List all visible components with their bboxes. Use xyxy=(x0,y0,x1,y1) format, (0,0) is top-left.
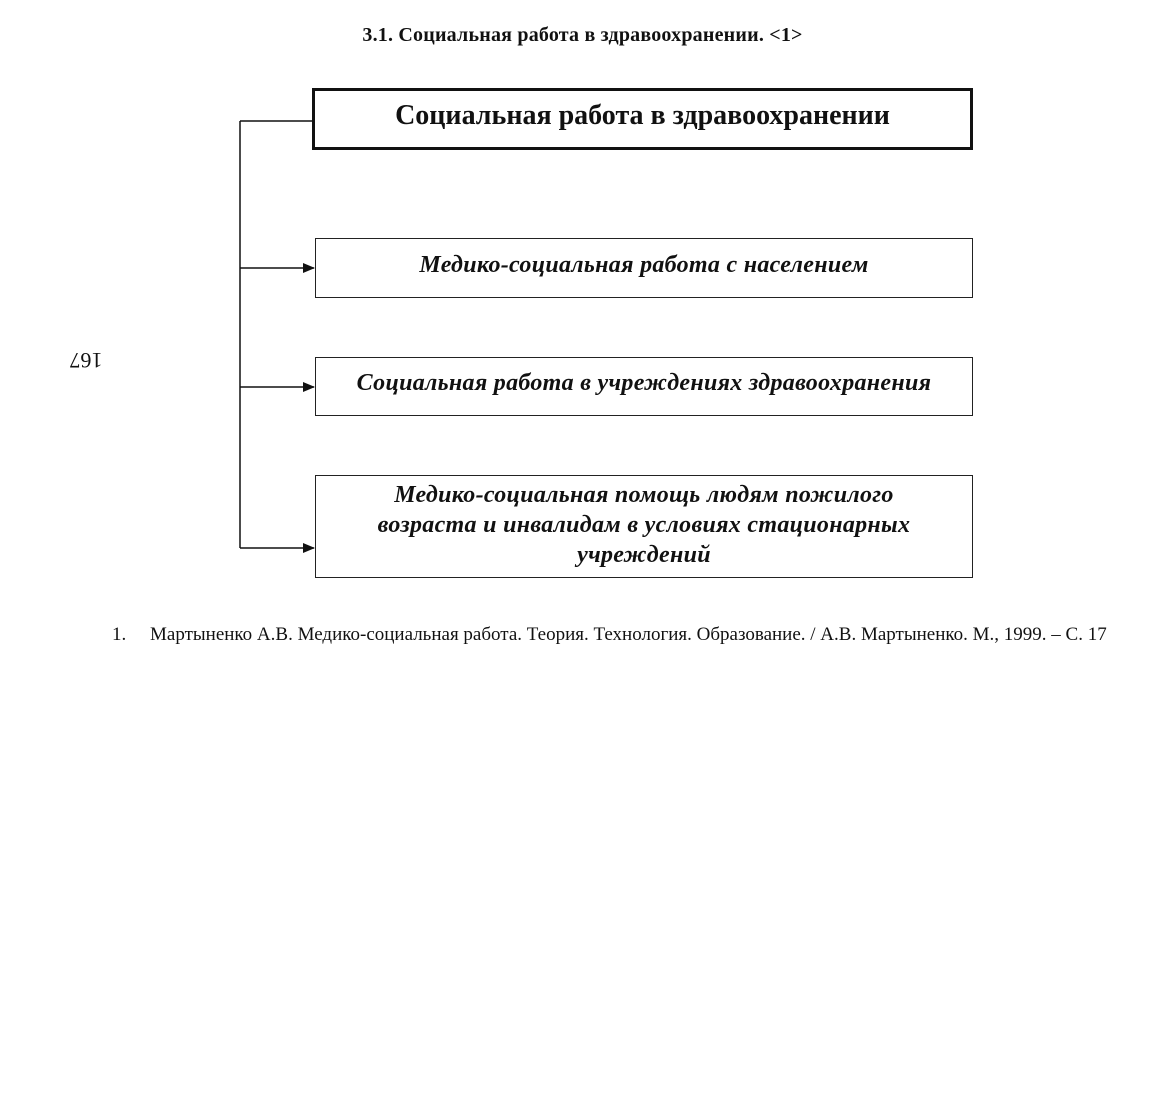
diagram-root-label: Социальная работа в здравоохранении xyxy=(395,100,890,131)
footnote-text: Мартыненко А.В. Медико-социальная работа. Теория. Технология. Образование. / А.В. Мартыненко. М., 1999. – С. 17 xyxy=(150,624,1107,645)
footnote-number: 1. xyxy=(112,624,127,645)
diagram-root-box xyxy=(312,88,973,150)
section-title: 3.1. Социальная работа в здравоохранении. <1> xyxy=(362,24,803,46)
diagram-child-label-3: Медико-социальная помощь людям пожилого возраста и инвалидам в условиях стационарных учреждений xyxy=(377,481,911,568)
page-number: 167 xyxy=(69,348,103,373)
diagram-child-label-1: Медико-социальная работа с населением xyxy=(419,251,869,278)
diagram-child-box-3 xyxy=(315,475,973,578)
footnote xyxy=(112,624,1112,646)
diagram-child-box-1 xyxy=(315,238,973,298)
diagram-child-box-2 xyxy=(315,357,973,416)
diagram-child-label-2: Социальная работа в учреждениях здравоохранения xyxy=(356,370,932,396)
